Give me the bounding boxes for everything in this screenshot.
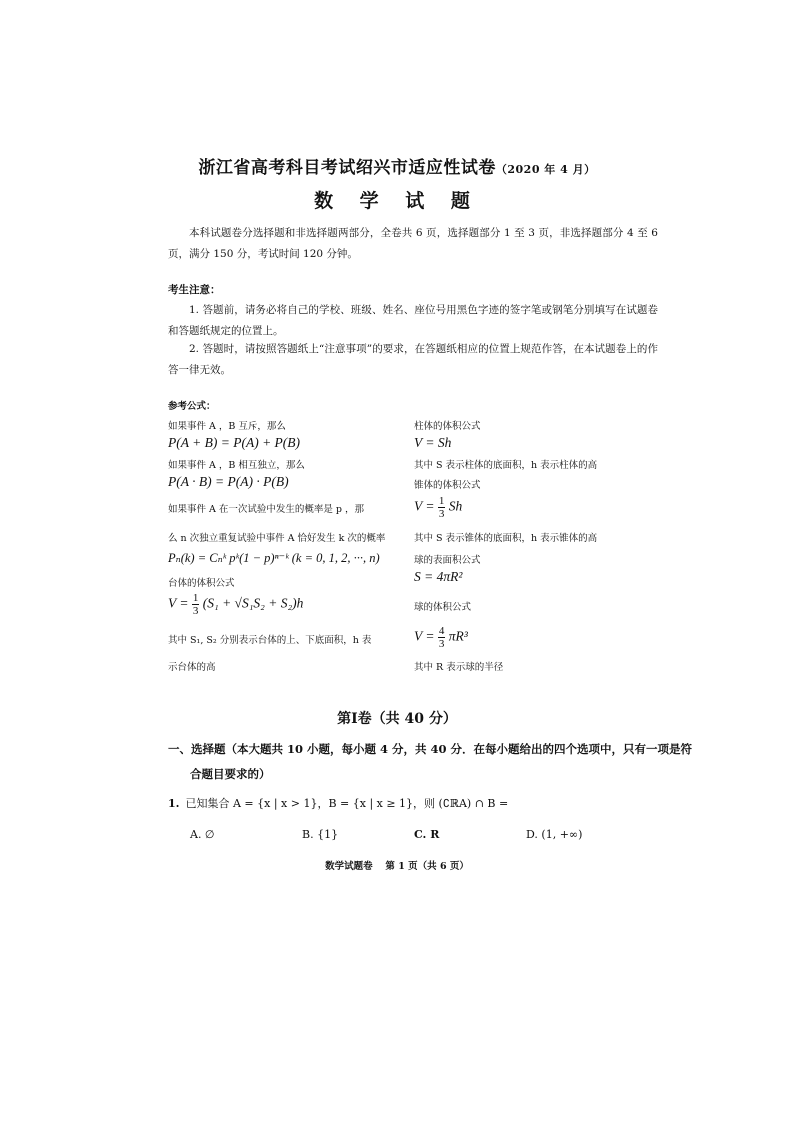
formula-label-probability: 如果事件 A 在一次试验中发生的概率是 p ，那 [168,504,365,515]
notice-item-1: 1. 答题前，请务必将自己的学校、班级、姓名、座位号用黑色字迹的签字笔或钢笔分别填写在试题卷和答题纸规定的位置上。 [168,304,658,337]
fraction-denominator: 3 [192,605,199,617]
formula-sphere-suffix: πR³ [448,628,468,644]
formula-independent: P(A · B) = P(A) · P(B) [168,474,289,489]
formula-label-binomial: 么 n 次独立重复试验中事件 A 恰好发生 k 次的概率 [168,533,386,544]
subject-title: 数 学 试 题 [314,190,480,212]
formula-sphere-volume [414,625,468,650]
fraction-denominator: 3 [438,508,445,520]
notice-item-2: 2. 答题时，请按照答题纸上“注意事项”的要求，在答题纸相应的位置上规范作答，在本试题卷上的作答一律无效。 [168,343,658,376]
formula-frustum-prefix: V = [168,595,189,611]
fraction-four-thirds [438,625,446,650]
formula-frustum [168,592,303,617]
formula-cone-suffix: Sh [448,498,463,514]
intro-paragraph: 本科试题卷分选择题和非选择题两部分，全卷共 6 页，选择题部分 1 至 3 页，非选择题部分 4 至 6 页，满分 150 分，考试时间 120 分钟。 [168,227,658,260]
formula-label-frustum-areas: 其中 S₁, S₂ 分别表示台体的上、下底面积，h 表 [168,635,372,646]
option-a: A. ∅ [190,828,215,841]
fraction-numerator: 4 [438,625,445,637]
formula-label-frustum-height: 示台体的高 [168,662,216,673]
formula-exclusive: P(A + B) = P(A) + P(B) [168,435,301,450]
formula-label-exclusive: 如果事件 A ，B 互斥，那么 [168,421,286,432]
formula-binomial: Pₙ(k) = Cₙᵏ pᵏ(1 − p)ⁿ⁻ᵏ (k = 0, 1, 2, ···, n) [168,551,380,565]
option-c: C. R [414,828,440,841]
formula-label-prism-desc: 其中 S 表示柱体的底面积，h 表示柱体的高 [414,460,598,471]
formula-label-sphere-volume: 球的体积公式 [414,602,472,613]
option-d: D. (1, +∞) [526,828,583,841]
formula-sphere-prefix: V = [414,628,435,644]
formula-label-cone-desc: 其中 S 表示锥体的底面积，h 表示锥体的高 [414,533,598,544]
fraction-numerator: 1 [438,495,445,507]
formula-sphere-area: S = 4πR² [414,569,463,584]
exam-title-main: 浙江省高考科目考试绍兴市适应性试卷 [198,158,496,178]
formula-label-cone: 锥体的体积公式 [414,480,481,491]
question-number: 1. [168,797,180,810]
formula-cone [414,495,462,520]
formula-label-independent: 如果事件 A ，B 相互独立，那么 [168,460,305,471]
formulas-heading: 参考公式： [168,401,216,412]
formula-label-sphere-radius: 其中 R 表示球的半径 [414,662,504,673]
part-heading-line1: 一、选择题（本大题共 10 小题，每小题 4 分，共 40 分．在每小题给出的四个选项中，只有一项是符 [168,742,693,756]
exam-title-date: （2020 年 4 月） [495,163,596,176]
exam-title [0,153,794,178]
formula-cone-prefix: V = [414,498,435,514]
formula-label-prism: 柱体的体积公式 [414,421,481,432]
formula-label-frustum: 台体的体积公式 [168,578,235,589]
question-1 [168,795,508,811]
notice-heading: 考生注意： [168,284,221,296]
page-footer: 数学试题卷 第 1 页（共 6 页） [325,861,469,872]
formula-prism: V = Sh [414,435,452,450]
option-b: B. {1} [302,828,339,841]
fraction-one-third [192,592,200,617]
fraction-numerator: 1 [192,592,199,604]
formula-frustum-suffix: (S₁ + √S₁S₂ + S₂)h [202,595,304,611]
fraction-one-third [438,495,446,520]
section-title: 第Ⅰ卷（共 40 分） [337,711,457,727]
part-heading-line2: 合题目要求的） [190,767,271,781]
fraction-denominator: 3 [438,638,445,650]
formula-label-sphere-area: 球的表面积公式 [414,555,481,566]
question-text: 已知集合 A = {x | x > 1}，B = {x | x ≥ 1}，则 (∁ℝA) ∩ B = [185,797,509,810]
